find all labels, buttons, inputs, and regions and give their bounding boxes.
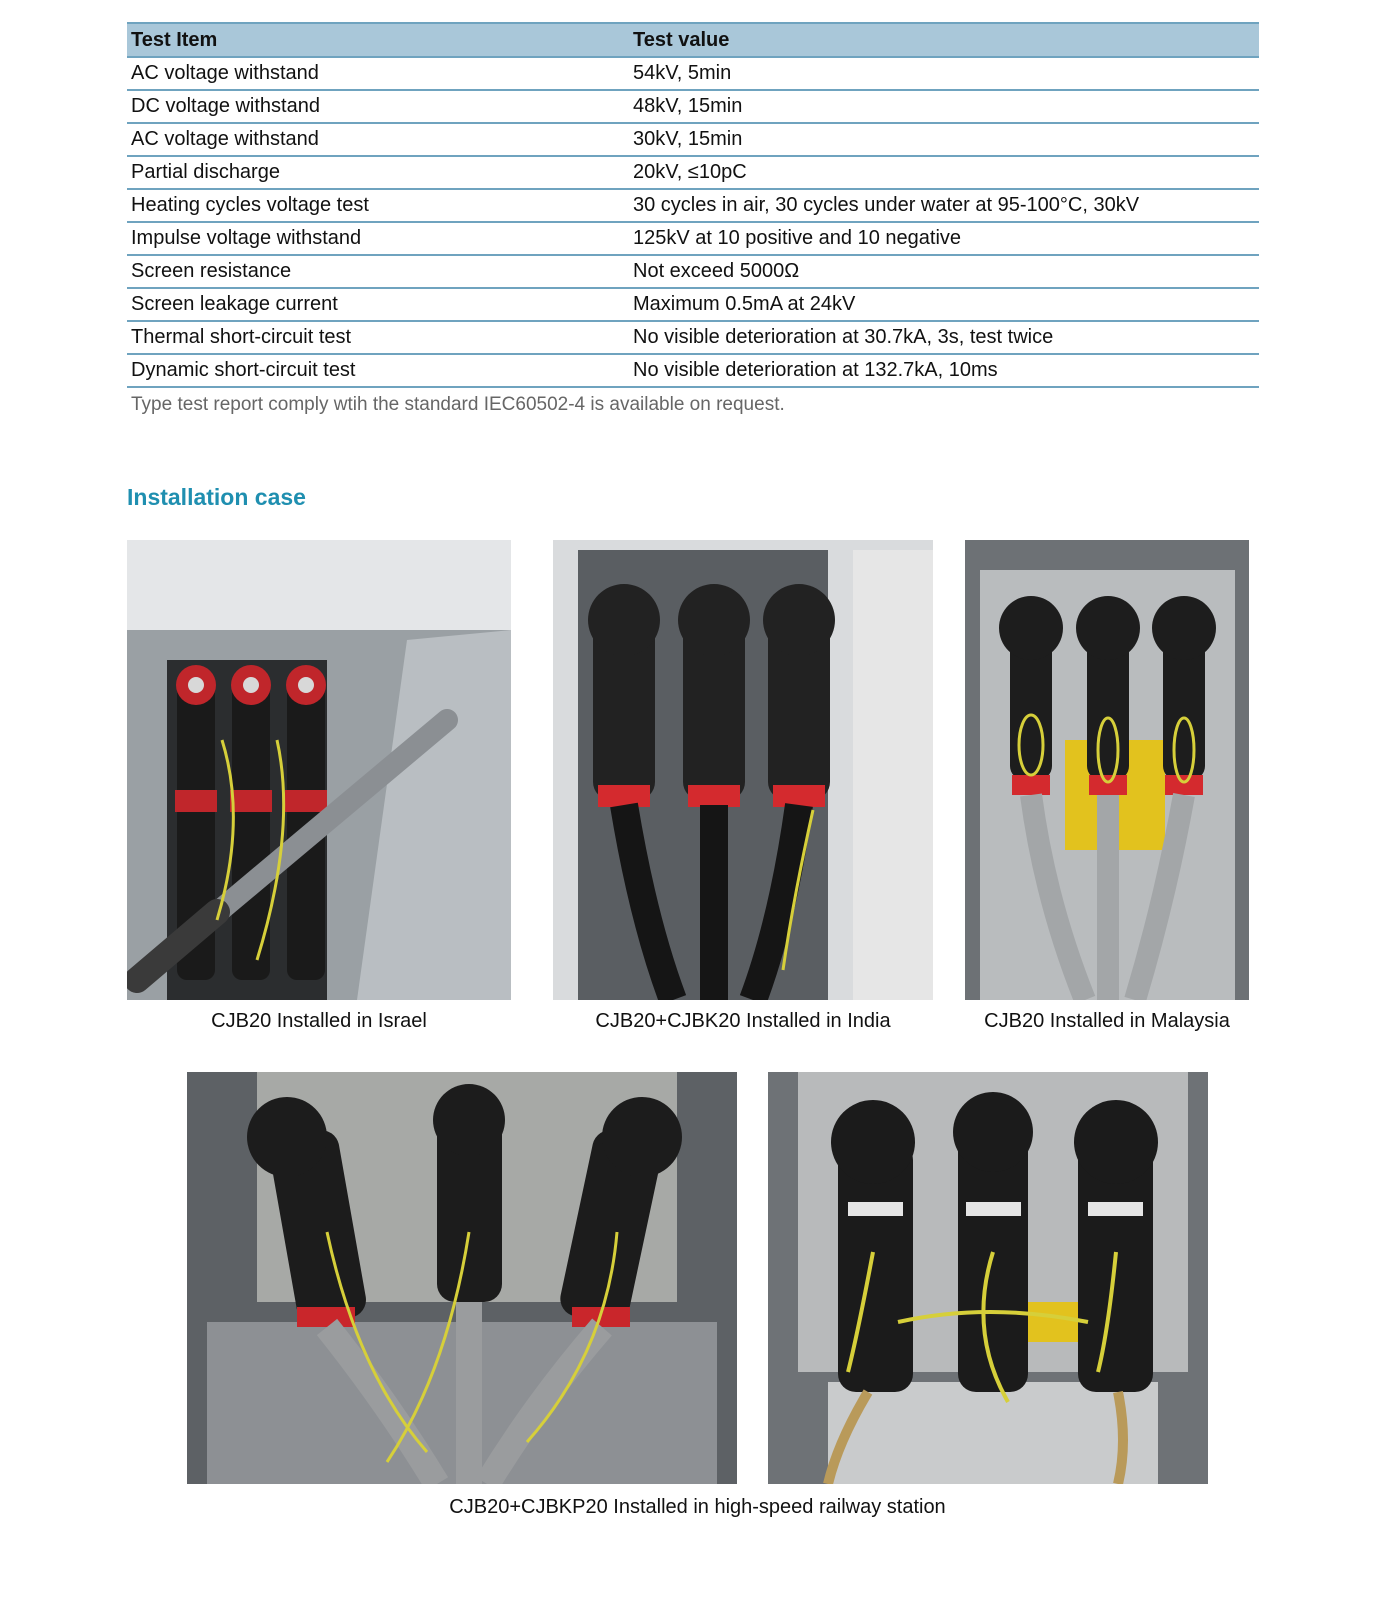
test-item-cell: Screen resistance bbox=[127, 255, 629, 288]
test-item-cell: Impulse voltage withstand bbox=[127, 222, 629, 255]
test-value-cell: 125kV at 10 positive and 10 negative bbox=[629, 222, 1259, 255]
caption-india: CJB20+CJBK20 Installed in India bbox=[595, 1010, 891, 1032]
caption-railway: CJB20+CJBKP20 Installed in high-speed railway station bbox=[449, 1496, 946, 1518]
test-item-cell: AC voltage withstand bbox=[127, 57, 629, 90]
type-test-note: Type test report comply wtih the standard IEC60502-4 is available on request. bbox=[131, 394, 785, 415]
test-item-cell: Thermal short-circuit test bbox=[127, 321, 629, 354]
table-row bbox=[127, 354, 1259, 387]
caption-israel: CJB20 Installed in Israel bbox=[211, 1010, 427, 1032]
test-item-cell: DC voltage withstand bbox=[127, 90, 629, 123]
test-value-cell: No visible deterioration at 30.7kA, 3s, test twice bbox=[629, 321, 1259, 354]
test-value-cell: 30kV, 15min bbox=[629, 123, 1259, 156]
test-value-cell: Not exceed 5000Ω bbox=[629, 255, 1259, 288]
test-value-cell: 54kV, 5min bbox=[629, 57, 1259, 90]
table-header-row bbox=[127, 23, 1259, 57]
photo-malaysia bbox=[965, 540, 1249, 1000]
photo-israel bbox=[127, 540, 511, 1000]
section-title: Installation case bbox=[127, 484, 306, 510]
table-row bbox=[127, 321, 1259, 354]
test-value-cell: 20kV, ≤10pC bbox=[629, 156, 1259, 189]
table-row bbox=[127, 123, 1259, 156]
photo-india bbox=[553, 540, 933, 1000]
table-row bbox=[127, 90, 1259, 123]
header-test-value: Test value bbox=[629, 23, 1259, 57]
table-row bbox=[127, 189, 1259, 222]
test-item-cell: Partial discharge bbox=[127, 156, 629, 189]
table-row bbox=[127, 156, 1259, 189]
test-value-cell: 30 cycles in air, 30 cycles under water at 95-100°C, 30kV bbox=[629, 189, 1259, 222]
table-row bbox=[127, 222, 1259, 255]
test-item-cell: Heating cycles voltage test bbox=[127, 189, 629, 222]
test-value-cell: Maximum 0.5mA at 24kV bbox=[629, 288, 1259, 321]
test-value-cell: 48kV, 15min bbox=[629, 90, 1259, 123]
photo-railway-right bbox=[768, 1072, 1208, 1484]
table-row bbox=[127, 255, 1259, 288]
table-row bbox=[127, 57, 1259, 90]
header-test-item: Test Item bbox=[127, 23, 629, 57]
caption-malaysia: CJB20 Installed in Malaysia bbox=[984, 1010, 1230, 1032]
table-row bbox=[127, 288, 1259, 321]
test-value-cell: No visible deterioration at 132.7kA, 10ms bbox=[629, 354, 1259, 387]
photo-railway-left bbox=[187, 1072, 737, 1484]
test-item-cell: AC voltage withstand bbox=[127, 123, 629, 156]
test-spec-table bbox=[127, 22, 1259, 388]
test-item-cell: Screen leakage current bbox=[127, 288, 629, 321]
test-item-cell: Dynamic short-circuit test bbox=[127, 354, 629, 387]
